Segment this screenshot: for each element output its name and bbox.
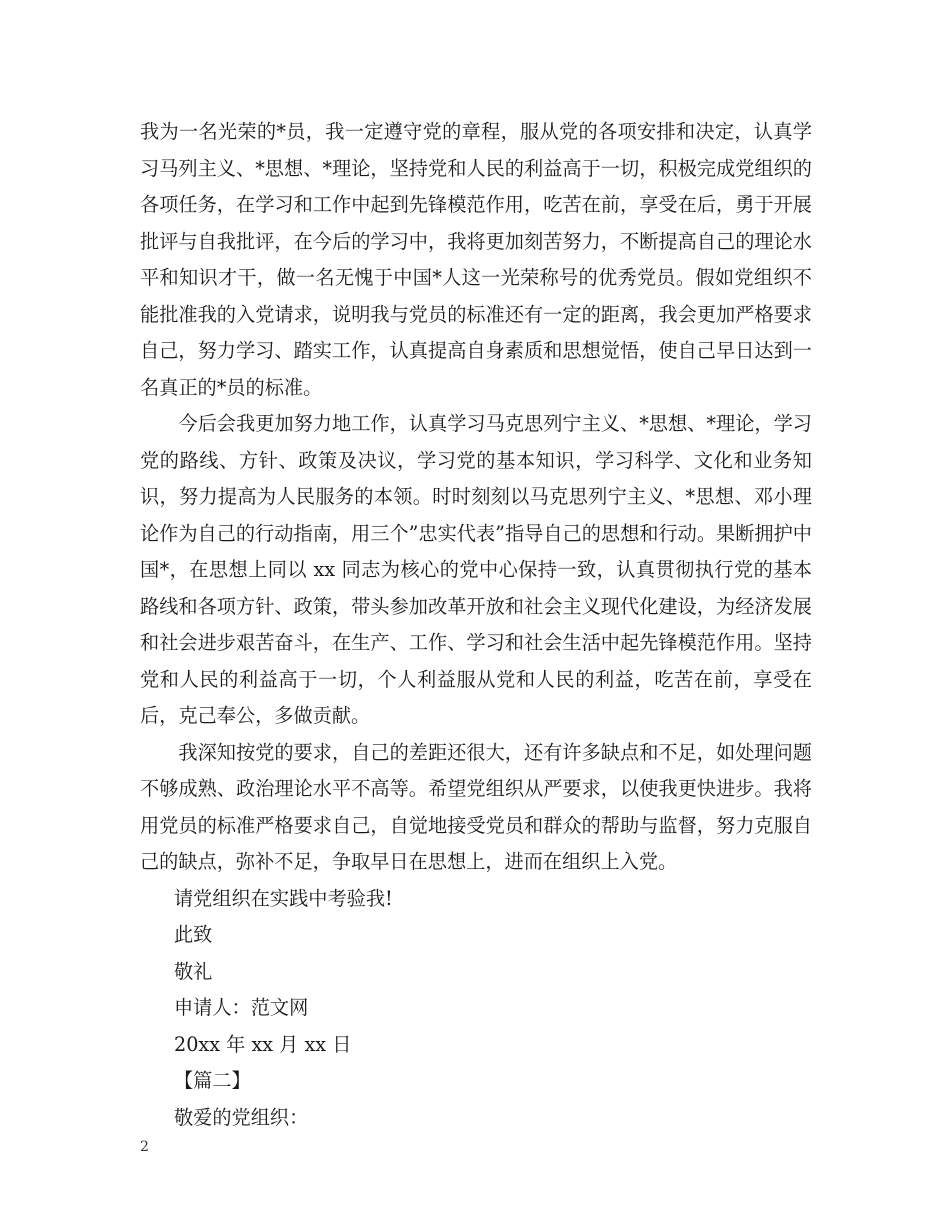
- salutation-cizhi: 此致: [174, 923, 213, 946]
- paragraph-3: 我深知按党的要求，自己的差距还很大，还有许多缺点和不足，如处理问题不够成熟、政治理论水平不高等。希望党组织从严要求，以使我更快进步。我将用党员的标准严格要求自己，自觉地接受党员和群众的帮助与监督，努力克服自己的缺点，弥补不足，争取早日在思想上，进而在组织上入党。: [140, 740, 812, 873]
- applicant-signature: 申请人：范文网: [174, 996, 309, 1019]
- next-greeting: 敬爱的党组织：: [174, 1105, 309, 1129]
- paragraph-2: 今后会我更加努力地工作，认真学习马克思列宁主义、*思想、*理论，学习党的路线、方针、政策及决议，学习党的基本知识，学习科学、文化和业务知识，努力提高为人民服务的本领。时时刻刻以马克思列宁主义、*思想、邓小理论作为自己的行动指南，用三个”忠实代表”指导自己的思想和行动。果断拥护中国*，在思想上同以 xx 同志为核心的党中心保持一致，认真贯彻执行党的基本路线和各项方针、政策，带头参加改革开放和社会主义现代化建设，为经济发展和社会进步艰苦奋斗，在生产、工作、学习和社会生活中起先锋模范作用。坚持党和人民的利益高于一切，个人利益服从党和人民的利益，吃苦在前，享受在后，克己奉公，多做贡献。: [140, 412, 812, 727]
- closing-request: 请党组织在实践中考验我!: [174, 886, 393, 910]
- document-body: [140, 114, 812, 1136]
- salutation-jingli: 敬礼: [174, 959, 213, 983]
- page-number: 2: [140, 1139, 149, 1155]
- section-heading: 【篇二】: [174, 1069, 251, 1092]
- paragraph-1: 我为一名光荣的*员，我一定遵守党的章程，服从党的各项安排和决定，认真学习马列主义、*思想、*理论，坚持党和人民的利益高于一切，积极完成党组织的各项任务，在学习和工作中起到先锋模范作用，吃苦在前，享受在后，勇于开展批评与自我批评，在今后的学习中，我将更加刻苦努力，不断提高自己的理论水平和知识才干，做一名无愧于中国*人这一光荣称号的优秀党员。假如党组织不能批准我的入党请求，说明我与党员的标准还有一定的距离，我会更加严格要求自己，努力学习、踏实工作，认真提高自身素质和思想觉悟，使自己早日达到一名真正的*员的标准。: [140, 120, 812, 399]
- document-date: 20xx 年 xx 月 xx 日: [174, 1032, 352, 1056]
